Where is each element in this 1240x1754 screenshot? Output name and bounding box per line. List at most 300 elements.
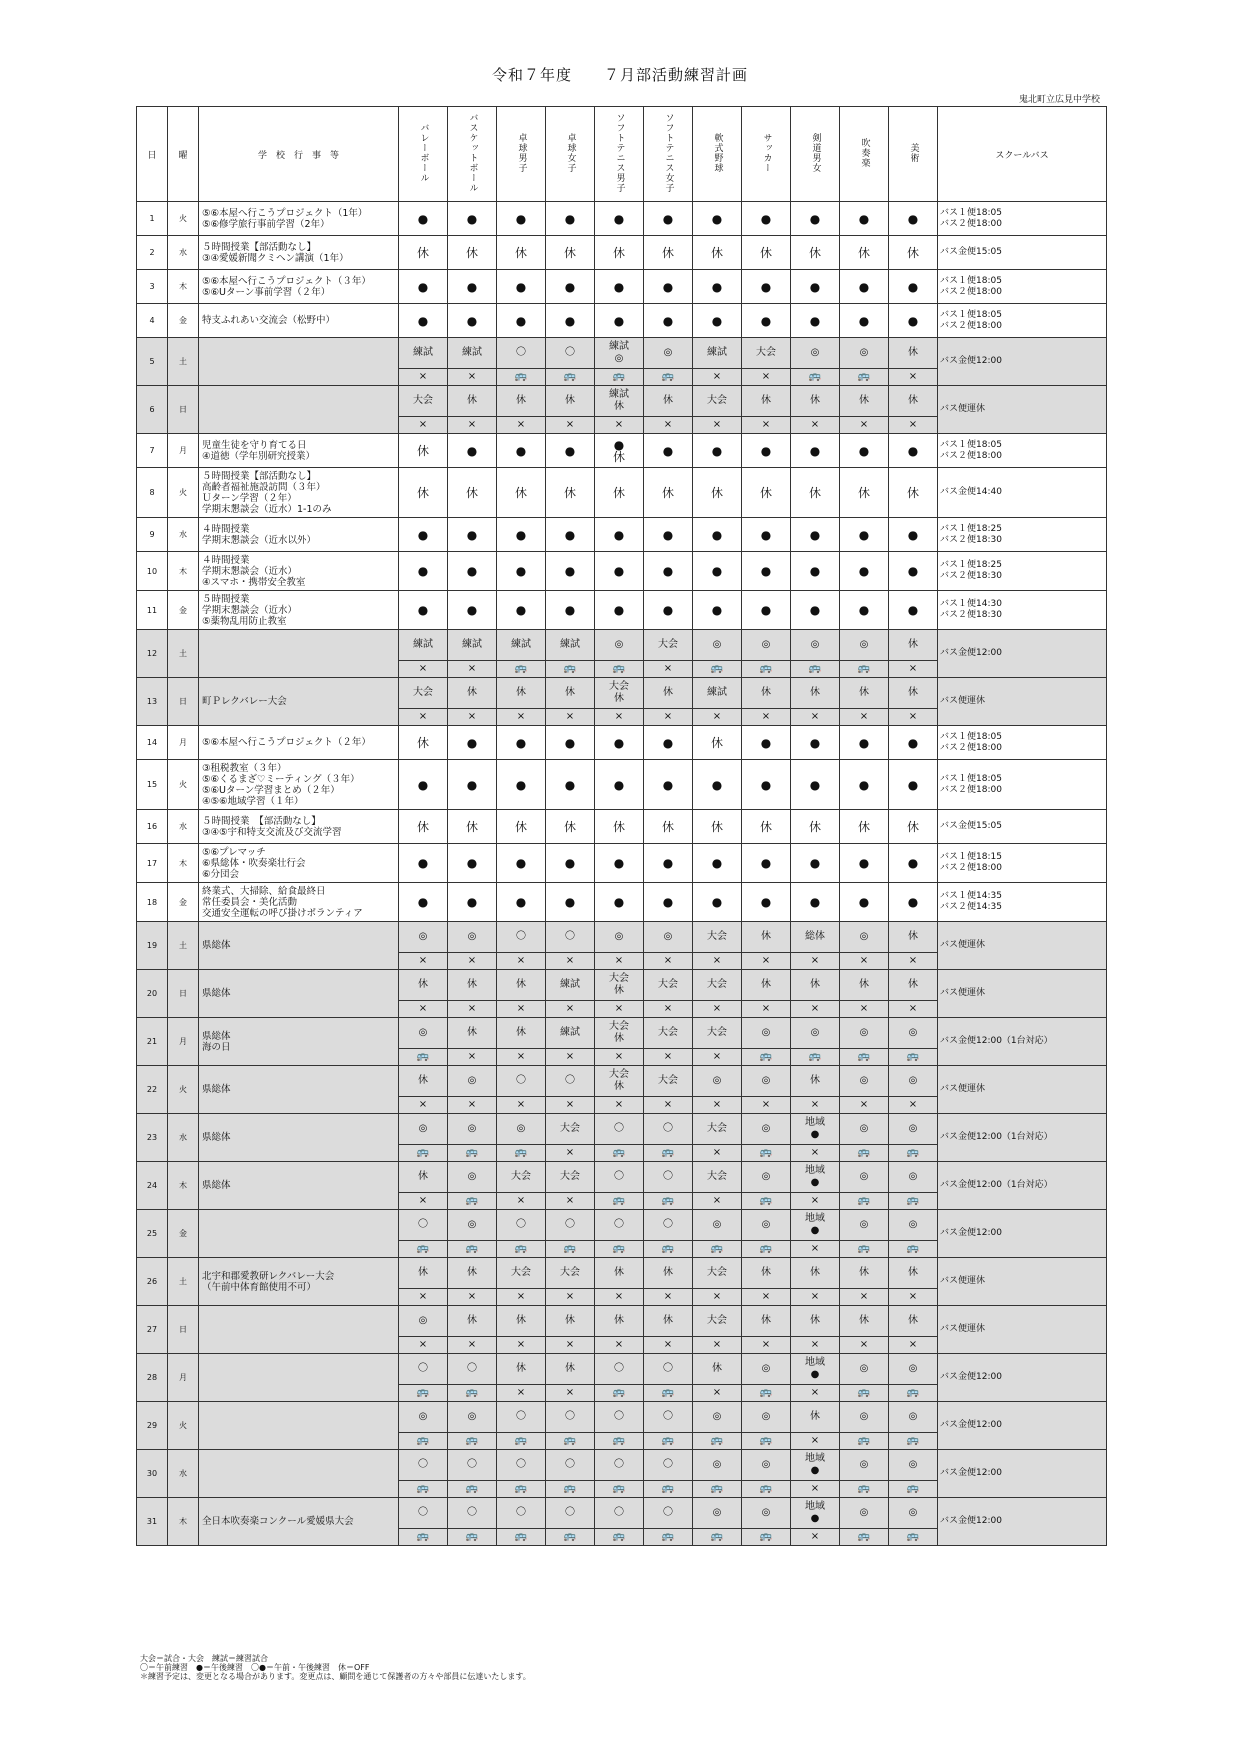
weekday: 日 (168, 970, 199, 1018)
transport-cell: 🚌 (889, 1385, 938, 1402)
club-plan-cell: 休 (497, 1306, 546, 1337)
club-plan-cell: ● (693, 844, 742, 883)
club-plan-cell: ◎ (791, 630, 840, 661)
event-cell (199, 1450, 399, 1498)
transport-cell: × (889, 1001, 938, 1018)
club-plan-cell: ● (448, 270, 497, 304)
weekday: 木 (168, 1498, 199, 1546)
club-plan-cell: ◎ (840, 1114, 889, 1145)
transport-cell: × (742, 709, 791, 726)
transport-cell: × (595, 1337, 644, 1354)
club-plan-cell: ◎ (399, 1114, 448, 1145)
club-plan-cell: 大会 (693, 970, 742, 1001)
transport-cell: 🚌 (840, 1049, 889, 1066)
bus-cell: バス金便14:40 (938, 468, 1107, 518)
club-plan-cell: ◎ (840, 922, 889, 953)
bus-cell: バス１便18:25 バス２便18:30 (938, 552, 1107, 591)
club-plan-cell: 大会 (546, 1114, 595, 1145)
club-plan-cell: 〇 (497, 1402, 546, 1433)
club-plan-cell: ● (791, 518, 840, 552)
club-plan-cell: ● (693, 270, 742, 304)
club-plan-cell: 大会 休 (595, 678, 644, 709)
club-plan-cell: ◎ (644, 338, 693, 369)
weekday: 火 (168, 760, 199, 810)
weekday: 水 (168, 518, 199, 552)
transport-cell: 🚌 (840, 1241, 889, 1258)
table-row (137, 270, 1107, 304)
transport-cell: × (546, 709, 595, 726)
transport-cell: 🚌 (840, 1529, 889, 1546)
weekday: 月 (168, 726, 199, 760)
club-plan-cell: 休 (448, 970, 497, 1001)
transport-cell: × (448, 417, 497, 434)
day-number: 16 (137, 810, 168, 844)
table-row (137, 1066, 1107, 1097)
transport-cell: × (399, 953, 448, 970)
club-plan-cell: ● (595, 270, 644, 304)
bus-cell: バス金便12:00（1台対応） (938, 1162, 1107, 1210)
club-plan-cell: 休 (791, 1258, 840, 1289)
club-plan-cell: ● (448, 552, 497, 591)
club-plan-cell: ● (889, 270, 938, 304)
club-plan-cell: ◎ (448, 1066, 497, 1097)
table-row (137, 1498, 1107, 1529)
transport-cell: × (791, 1289, 840, 1306)
event-cell: 県総体 海の日 (199, 1018, 399, 1066)
club-plan-cell: ● (791, 760, 840, 810)
bus-cell: バス１便18:05 バス２便18:00 (938, 202, 1107, 236)
club-plan-cell: 練試 休 (595, 386, 644, 417)
bus-cell: バス金便12:00 (938, 1354, 1107, 1402)
event-cell: ５時間授業【部活動なし】 ③④愛媛新聞クミヘン講演（1年） (199, 236, 399, 270)
club-plan-cell: ◎ (399, 922, 448, 953)
transport-cell: × (791, 1481, 840, 1498)
transport-cell: × (448, 1001, 497, 1018)
club-plan-cell: 休 (546, 678, 595, 709)
transport-cell: × (595, 417, 644, 434)
transport-cell: 🚌 (644, 1433, 693, 1450)
transport-cell: 🚌 (742, 1529, 791, 1546)
transport-cell: × (546, 1289, 595, 1306)
club-plan-cell: ● (889, 518, 938, 552)
bus-cell: バス便運休 (938, 1306, 1107, 1354)
club-plan-cell: ◎ (840, 1066, 889, 1097)
club-plan-cell: 休 (693, 810, 742, 844)
table-row (137, 760, 1107, 810)
event-cell: 特支ふれあい交流会（松野中） (199, 304, 399, 338)
transport-cell: 🚌 (399, 1049, 448, 1066)
club-plan-cell: 〇 (644, 1354, 693, 1385)
club-plan-cell: 練試 (399, 630, 448, 661)
club-plan-cell: ● (595, 518, 644, 552)
weekday: 月 (168, 1354, 199, 1402)
transport-cell: × (693, 1049, 742, 1066)
transport-cell: 🚌 (595, 1529, 644, 1546)
club-plan-cell: ◎ (840, 1498, 889, 1529)
club-plan-cell: ● (595, 202, 644, 236)
club-plan-cell: ● (840, 304, 889, 338)
bus-cell: バス１便14:35 バス２便14:35 (938, 883, 1107, 922)
bus-cell: バス便運休 (938, 922, 1107, 970)
transport-cell: × (497, 417, 546, 434)
transport-cell: × (644, 1337, 693, 1354)
header-day: 日 (137, 107, 168, 202)
club-plan-cell: ◎ (840, 630, 889, 661)
transport-cell: × (791, 1241, 840, 1258)
club-plan-cell: ● (546, 883, 595, 922)
bus-cell: バス便運休 (938, 1258, 1107, 1306)
header-club: ソフトテニス男子 (595, 107, 644, 202)
transport-cell: 🚌 (644, 369, 693, 386)
day-number: 24 (137, 1162, 168, 1210)
weekday: 金 (168, 591, 199, 630)
club-plan-cell: ● (791, 304, 840, 338)
transport-cell: 🚌 (448, 1193, 497, 1210)
transport-cell: 🚌 (644, 1529, 693, 1546)
club-plan-cell: ◎ (742, 1354, 791, 1385)
club-plan-cell: ● (546, 760, 595, 810)
transport-cell: 🚌 (497, 1529, 546, 1546)
club-plan-cell: ◎ (399, 1306, 448, 1337)
header-weekday: 曜 (168, 107, 199, 202)
club-plan-cell: 大会 (693, 1162, 742, 1193)
transport-cell: 🚌 (889, 1241, 938, 1258)
club-plan-cell: 〇 (448, 1450, 497, 1481)
transport-cell: × (448, 1049, 497, 1066)
weekday: 月 (168, 1018, 199, 1066)
table-row (137, 1450, 1107, 1481)
transport-cell: 🚌 (546, 369, 595, 386)
club-plan-cell: 〇 (644, 1210, 693, 1241)
club-plan-cell: 大会 (644, 630, 693, 661)
header-club: 卓球男子 (497, 107, 546, 202)
transport-cell: × (399, 417, 448, 434)
table-row (137, 1210, 1107, 1241)
club-plan-cell: ● (497, 883, 546, 922)
legend-notes (140, 1654, 531, 1681)
transport-cell: × (840, 1289, 889, 1306)
weekday: 土 (168, 630, 199, 678)
transport-cell: 🚌 (595, 1193, 644, 1210)
club-plan-cell: ● (644, 304, 693, 338)
club-plan-cell: ● (595, 304, 644, 338)
club-plan-cell: 休 (742, 468, 791, 518)
note-line: 大会＝試合・大会 練試＝練習試合 (140, 1654, 268, 1663)
transport-cell: × (889, 1289, 938, 1306)
transport-cell: 🚌 (742, 1241, 791, 1258)
club-plan-cell: 大会 (693, 922, 742, 953)
transport-cell: 🚌 (742, 1145, 791, 1162)
club-plan-cell: ● (889, 304, 938, 338)
table-row (137, 883, 1107, 922)
event-cell: ⑤⑥本屋へ行こうプロジェクト（1年） ⑤⑥修学旅行事前学習（2年） (199, 202, 399, 236)
club-plan-cell: 休 (399, 236, 448, 270)
club-plan-cell: ◎ (448, 922, 497, 953)
club-plan-cell: ● (644, 591, 693, 630)
club-plan-cell: ◎ (889, 1498, 938, 1529)
club-plan-cell: ◎ (399, 1402, 448, 1433)
transport-cell: 🚌 (693, 1241, 742, 1258)
transport-cell: × (840, 953, 889, 970)
transport-cell: 🚌 (595, 1385, 644, 1402)
club-plan-cell: ● (889, 726, 938, 760)
club-plan-cell: 大会 (644, 1018, 693, 1049)
day-number: 19 (137, 922, 168, 970)
transport-cell: 🚌 (840, 1145, 889, 1162)
transport-cell: 🚌 (497, 661, 546, 678)
club-plan-cell: 練試 (546, 970, 595, 1001)
transport-cell: 🚌 (448, 1481, 497, 1498)
transport-cell: × (399, 661, 448, 678)
transport-cell: 🚌 (840, 1385, 889, 1402)
day-number: 13 (137, 678, 168, 726)
club-plan-cell: ◎ (448, 1114, 497, 1145)
transport-cell: × (644, 1097, 693, 1114)
transport-cell: 🚌 (497, 1241, 546, 1258)
club-plan-cell: ◎ (840, 1210, 889, 1241)
club-plan-cell: 休 (742, 678, 791, 709)
weekday: 月 (168, 434, 199, 468)
club-plan-cell: ● (497, 304, 546, 338)
bus-cell: バス金便15:05 (938, 810, 1107, 844)
header-club: 美術 (889, 107, 938, 202)
club-plan-cell: 〇 (399, 1210, 448, 1241)
club-plan-cell: ● (791, 552, 840, 591)
club-plan-cell: ● (595, 591, 644, 630)
club-plan-cell: 休 (644, 236, 693, 270)
transport-cell: × (399, 1001, 448, 1018)
club-plan-cell: 休 (889, 922, 938, 953)
day-number: 23 (137, 1114, 168, 1162)
transport-cell: × (448, 1097, 497, 1114)
bus-cell: バス金便12:00 (938, 1210, 1107, 1258)
transport-cell: × (644, 1289, 693, 1306)
club-plan-cell: ● (497, 518, 546, 552)
club-plan-cell: ● (791, 202, 840, 236)
club-plan-cell: 〇 (595, 1450, 644, 1481)
club-plan-cell: ● (595, 883, 644, 922)
club-plan-cell: 〇 (644, 1162, 693, 1193)
bus-cell: バス金便12:00 (938, 630, 1107, 678)
transport-cell: 🚌 (497, 1145, 546, 1162)
transport-cell: × (644, 953, 693, 970)
table-row (137, 386, 1107, 417)
transport-cell: 🚌 (448, 1145, 497, 1162)
table-row (137, 434, 1107, 468)
transport-cell: × (595, 1289, 644, 1306)
header-club: 軟式野球 (693, 107, 742, 202)
club-plan-cell: 休 (840, 1306, 889, 1337)
club-plan-cell: ◎ (399, 1018, 448, 1049)
club-plan-cell: ◎ (742, 1498, 791, 1529)
transport-cell: × (595, 1097, 644, 1114)
club-plan-cell: ◎ (889, 1066, 938, 1097)
transport-cell: 🚌 (595, 369, 644, 386)
transport-cell: 🚌 (742, 1193, 791, 1210)
transport-cell: × (840, 1337, 889, 1354)
club-plan-cell: 休 (644, 1258, 693, 1289)
weekday: 火 (168, 468, 199, 518)
club-plan-cell: ◎ (742, 630, 791, 661)
transport-cell: × (889, 953, 938, 970)
day-number: 3 (137, 270, 168, 304)
club-plan-cell: ● (644, 434, 693, 468)
club-plan-cell: 休 (497, 236, 546, 270)
club-plan-cell: 休 (791, 386, 840, 417)
club-plan-cell: ● (742, 883, 791, 922)
bus-cell: バス金便15:05 (938, 236, 1107, 270)
club-plan-cell: 休 (889, 630, 938, 661)
club-plan-cell: 〇 (644, 1450, 693, 1481)
club-plan-cell: ● (448, 760, 497, 810)
bus-cell: バス金便12:00 (938, 338, 1107, 386)
transport-cell: × (742, 369, 791, 386)
club-plan-cell: ● (791, 591, 840, 630)
club-plan-cell: 休 (791, 810, 840, 844)
weekday: 土 (168, 338, 199, 386)
transport-cell: × (497, 1337, 546, 1354)
club-plan-cell: ● (448, 844, 497, 883)
club-plan-cell: ● (693, 552, 742, 591)
transport-cell: 🚌 (791, 1049, 840, 1066)
club-plan-cell: 地域 ● (791, 1162, 840, 1193)
club-plan-cell: 〇 (644, 1114, 693, 1145)
weekday: 木 (168, 270, 199, 304)
transport-cell: × (497, 1049, 546, 1066)
club-plan-cell: 〇 (595, 1402, 644, 1433)
club-plan-cell: ● (546, 270, 595, 304)
club-plan-cell: 地域 ● (791, 1450, 840, 1481)
table-row (137, 1018, 1107, 1049)
transport-cell: × (791, 1193, 840, 1210)
club-plan-cell: 〇 (497, 922, 546, 953)
bus-cell: バス１便18:05 バス２便18:00 (938, 434, 1107, 468)
transport-cell: × (791, 1529, 840, 1546)
club-plan-cell: ◎ (693, 1066, 742, 1097)
transport-cell: × (693, 1193, 742, 1210)
club-plan-cell: ● (497, 844, 546, 883)
day-number: 22 (137, 1066, 168, 1114)
event-cell: ５時間授業 学期末懇談会（近水） ⑤薬物乱用防止教室 (199, 591, 399, 630)
transport-cell: 🚌 (546, 1481, 595, 1498)
table-row (137, 1258, 1107, 1289)
club-plan-cell: 休 (840, 678, 889, 709)
transport-cell: 🚌 (546, 1529, 595, 1546)
transport-cell: × (595, 1049, 644, 1066)
header-club: ソフトテニス女子 (644, 107, 693, 202)
club-plan-cell: 大会 (693, 1258, 742, 1289)
transport-cell: 🚌 (595, 1481, 644, 1498)
transport-cell: 🚌 (448, 1241, 497, 1258)
club-plan-cell: ● (448, 434, 497, 468)
day-number: 5 (137, 338, 168, 386)
transport-cell: × (791, 953, 840, 970)
transport-cell: × (497, 1097, 546, 1114)
club-plan-cell: 〇 (595, 1210, 644, 1241)
transport-cell: × (791, 1337, 840, 1354)
club-plan-cell: 休 (742, 922, 791, 953)
club-plan-cell: ● (644, 518, 693, 552)
event-cell: ③租税教室（３年） ⑤⑥くるまざ♡ミーティング（３年） ⑤⑥Uターン学習まとめ（２年） ④⑤⑥地域学習（１年） (199, 760, 399, 810)
club-plan-cell: ● (595, 844, 644, 883)
day-number: 4 (137, 304, 168, 338)
event-cell: 北宇和郡愛教研レクバレー大会 （午前中体育館使用不可） (199, 1258, 399, 1306)
club-plan-cell: 休 (693, 468, 742, 518)
club-plan-cell: 〇 (595, 1498, 644, 1529)
transport-cell: 🚌 (497, 369, 546, 386)
club-plan-cell: ● (399, 760, 448, 810)
transport-cell: 🚌 (497, 1481, 546, 1498)
club-plan-cell: ◎ (840, 338, 889, 369)
club-plan-cell: ◎ (840, 1450, 889, 1481)
event-cell: ⑤⑥プレマッチ ⑥県総体・吹奏楽壮行会 ⑥分団会 (199, 844, 399, 883)
bus-cell: バス１便18:05 バス２便18:00 (938, 726, 1107, 760)
club-plan-cell: 休 (448, 1258, 497, 1289)
event-cell: 終業式、大掃除、給食最終日 常任委員会・美化活動 交通安全運転の呼び掛けボランティア (199, 883, 399, 922)
transport-cell: 🚌 (840, 1481, 889, 1498)
day-number: 2 (137, 236, 168, 270)
transport-cell: 🚌 (889, 1145, 938, 1162)
table-row (137, 630, 1107, 661)
club-plan-cell: ● (840, 552, 889, 591)
transport-cell: × (399, 1289, 448, 1306)
transport-cell: 🚌 (644, 1241, 693, 1258)
club-plan-cell: ● (595, 726, 644, 760)
table-row (137, 338, 1107, 369)
club-plan-cell: 休 (546, 1306, 595, 1337)
practice-schedule-table (136, 106, 1107, 1546)
table-row (137, 922, 1107, 953)
day-number: 27 (137, 1306, 168, 1354)
club-plan-cell: ◎ (497, 1114, 546, 1145)
weekday: 日 (168, 678, 199, 726)
table-row (137, 810, 1107, 844)
weekday: 土 (168, 922, 199, 970)
event-cell: ⑤⑥本屋へ行こうプロジェクト（３年） ⑤⑥Uターン事前学習（２年） (199, 270, 399, 304)
club-plan-cell: ◎ (693, 630, 742, 661)
transport-cell: × (889, 1337, 938, 1354)
club-plan-cell: ◎ (742, 1114, 791, 1145)
transport-cell: × (693, 369, 742, 386)
club-plan-cell: ● (742, 591, 791, 630)
transport-cell: 🚌 (595, 1145, 644, 1162)
transport-cell: × (791, 1001, 840, 1018)
transport-cell: × (889, 417, 938, 434)
club-plan-cell: ● (644, 552, 693, 591)
transport-cell: 🚌 (742, 1481, 791, 1498)
transport-cell: × (644, 1001, 693, 1018)
club-plan-cell: 休 (399, 1258, 448, 1289)
transport-cell: 🚌 (693, 1433, 742, 1450)
club-plan-cell: 休 (889, 970, 938, 1001)
transport-cell: × (693, 1145, 742, 1162)
transport-cell: × (644, 417, 693, 434)
club-plan-cell: ● (546, 202, 595, 236)
weekday: 木 (168, 1162, 199, 1210)
club-plan-cell: 休 (693, 1354, 742, 1385)
transport-cell: 🚌 (889, 1433, 938, 1450)
table-row (137, 591, 1107, 630)
club-plan-cell: ● (693, 760, 742, 810)
transport-cell: 🚌 (448, 1385, 497, 1402)
club-plan-cell: 大会 (693, 386, 742, 417)
club-plan-cell: 休 (742, 810, 791, 844)
day-number: 31 (137, 1498, 168, 1546)
club-plan-cell: ● (791, 270, 840, 304)
transport-cell: × (644, 1049, 693, 1066)
transport-cell: × (448, 1337, 497, 1354)
event-cell: 全日本吹奏楽コンクール愛媛県大会 (199, 1498, 399, 1546)
